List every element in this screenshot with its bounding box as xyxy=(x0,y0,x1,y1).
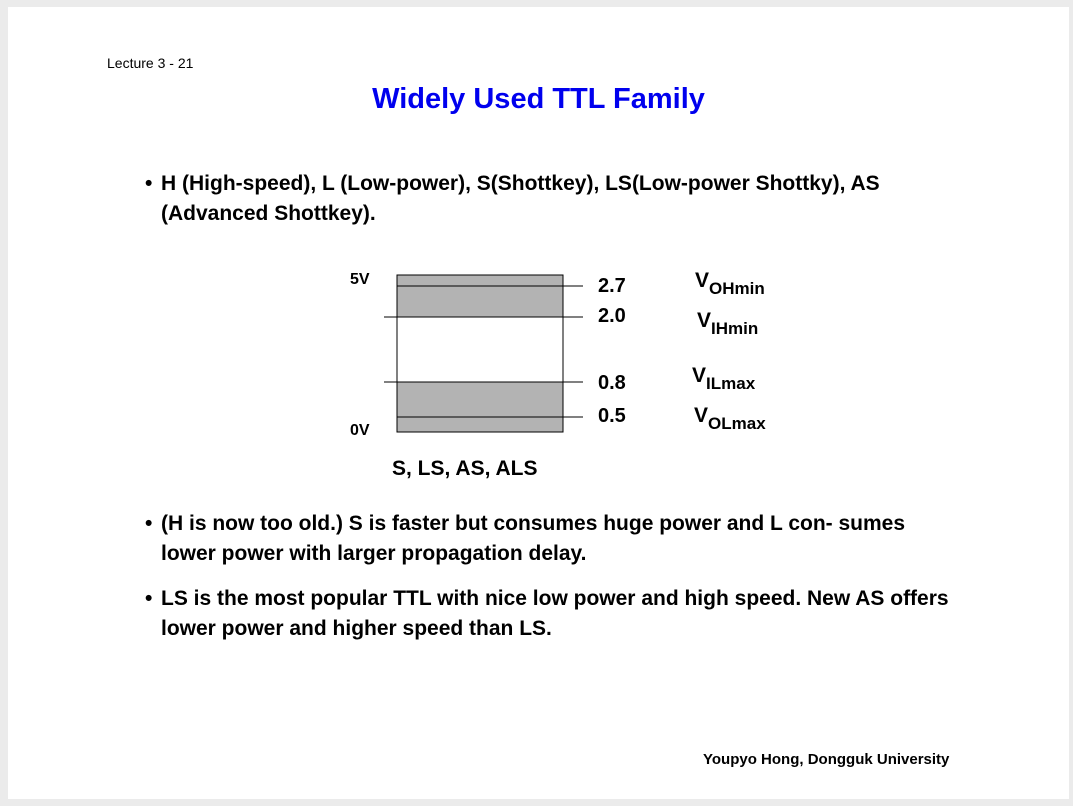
level-value-vil: 0.8 xyxy=(598,372,626,394)
bullet-text: H (High-speed), L (Low-power), S(Shottkey), LS(Low-power Shottky), AS (Advanced Shottkey). xyxy=(161,172,880,225)
level-symbol-vol: $V_{OLmax}$ xyxy=(694,404,766,433)
bottom-rail-label: 0V xyxy=(350,422,370,439)
vih-shaded-band xyxy=(397,275,563,317)
level-symbol-vil: $V_{ILmax}$ xyxy=(692,364,756,393)
bullet-item xyxy=(145,509,965,569)
voltage-range-box xyxy=(397,275,563,432)
bullet-text: LS is the most popular TTL with nice low power and high speed. New AS offers lower power and higher speed than LS. xyxy=(161,587,949,640)
level-value-vol: 0.5 xyxy=(598,405,626,427)
bullet-item xyxy=(145,169,965,229)
top-rail-label: 5V xyxy=(350,271,370,288)
noise-margin-diagram xyxy=(8,7,1069,799)
bullet-item xyxy=(145,584,965,644)
slide xyxy=(8,7,1069,799)
vil-shaded-band xyxy=(397,382,563,432)
bullet-marker: • xyxy=(145,587,153,610)
author-footer: Youpyo Hong, Dongguk University xyxy=(703,751,950,768)
bullet-text: (H is now too old.) S is faster but consumes huge power and L con- sumes lower power with larger propagation delay. xyxy=(161,512,906,565)
level-value-voh: 2.7 xyxy=(598,275,626,297)
bullet-marker: • xyxy=(145,172,153,195)
diagram-caption: S, LS, AS, ALS xyxy=(392,457,538,480)
level-symbol-vih: $V_{IHmin}$ xyxy=(697,309,759,338)
level-value-vih: 2.0 xyxy=(598,305,626,327)
bullet-marker: • xyxy=(145,512,153,535)
level-symbol-voh: $V_{OHmin}$ xyxy=(695,269,765,298)
slide-title: Widely Used TTL Family xyxy=(372,83,705,115)
lecture-number: Lecture 3 - 21 xyxy=(107,55,194,71)
